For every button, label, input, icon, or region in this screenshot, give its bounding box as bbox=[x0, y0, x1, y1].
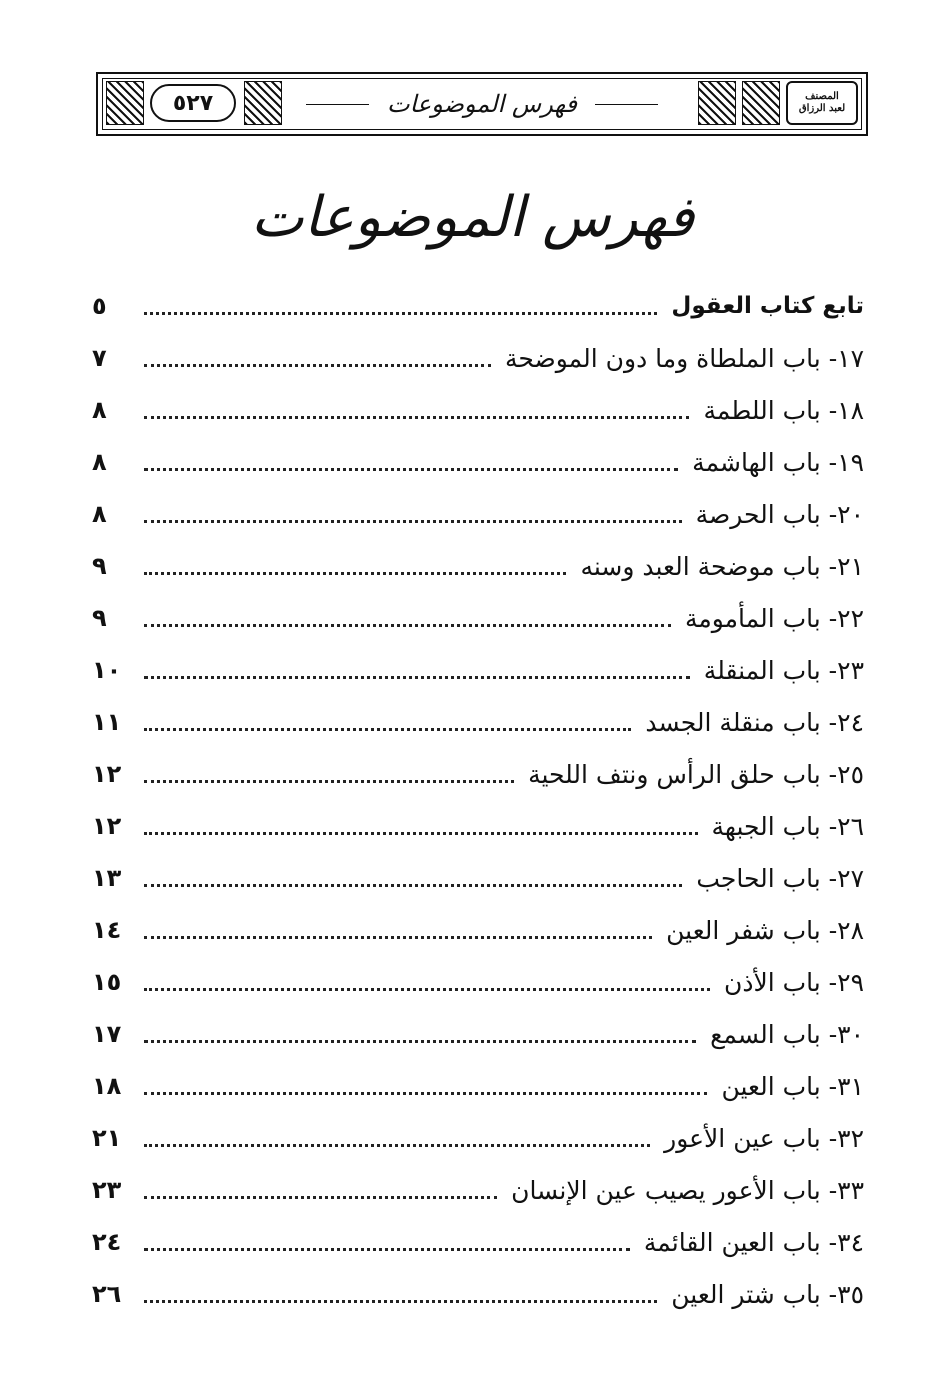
toc-entry bbox=[92, 748, 864, 800]
toc-entry bbox=[92, 436, 864, 488]
ornament-tile-left bbox=[106, 81, 144, 125]
ornament-tile-center-right bbox=[698, 81, 736, 125]
toc-entry-page: ١٤ bbox=[92, 916, 122, 944]
toc-entry bbox=[92, 800, 864, 852]
toc-entry bbox=[92, 696, 864, 748]
dot-leader bbox=[144, 780, 514, 783]
toc-entry-title: ٢٥- باب حلق الرأس ونتف اللحية bbox=[528, 759, 864, 789]
dot-leader bbox=[144, 468, 678, 471]
dot-leader bbox=[144, 1248, 630, 1251]
toc-entry-page: ٢٤ bbox=[92, 1228, 122, 1256]
toc-entry bbox=[92, 1112, 864, 1164]
toc-entry-title: ١٩- باب الهاشمة bbox=[692, 447, 864, 477]
toc-entry-title: ١٧- باب الملطاة وما دون الموضحة bbox=[504, 343, 864, 373]
toc-entry bbox=[92, 1060, 864, 1112]
emblem-line-1: المصنف bbox=[805, 91, 839, 102]
toc-entry-title: تابع كتاب العقول bbox=[671, 293, 864, 319]
toc-entry bbox=[92, 540, 864, 592]
toc-entry-page: ١٢ bbox=[92, 812, 122, 840]
toc-entry-page: ٧ bbox=[92, 344, 107, 372]
dot-leader bbox=[144, 676, 690, 679]
dot-leader bbox=[144, 520, 682, 523]
dot-leader bbox=[144, 1196, 497, 1199]
toc-entry-title: ٢٠- باب الحرصة bbox=[695, 499, 864, 529]
toc-entry-page: ٨ bbox=[92, 500, 107, 528]
page-header bbox=[96, 72, 868, 136]
toc-entry bbox=[92, 488, 864, 540]
toc-entry-page: ١٥ bbox=[92, 968, 122, 996]
dot-leader bbox=[144, 1144, 650, 1147]
toc-entry-title: ٢٣- باب المنقلة bbox=[703, 655, 864, 685]
ornament-tile-right bbox=[742, 81, 780, 125]
dot-leader bbox=[144, 728, 631, 731]
toc-entry-page: ١٠ bbox=[92, 656, 122, 684]
toc-entry bbox=[92, 1216, 864, 1268]
toc-entry-title: ٣٢- باب عين الأعور bbox=[664, 1123, 864, 1153]
toc-entry bbox=[92, 852, 864, 904]
toc-entry-page: ١٧ bbox=[92, 1020, 122, 1048]
toc-entry-page: ٨ bbox=[92, 448, 107, 476]
dot-leader bbox=[144, 364, 491, 367]
toc-entry-page: ٢٣ bbox=[92, 1176, 122, 1204]
toc-entry-title: ٣٤- باب العين القائمة bbox=[643, 1227, 864, 1257]
toc-entry bbox=[92, 592, 864, 644]
toc-entry bbox=[92, 384, 864, 436]
dot-leader bbox=[144, 832, 698, 835]
toc-entry-title: ٣٥- باب شتر العين bbox=[671, 1279, 864, 1309]
toc-entry-page: ٢١ bbox=[92, 1124, 122, 1152]
emblem-line-2: لعبد الرزاق bbox=[798, 103, 846, 114]
toc-entry-title: ١٨- باب اللطمة bbox=[703, 395, 864, 425]
page-number-cartouche bbox=[150, 84, 236, 122]
dot-leader bbox=[144, 572, 566, 575]
dot-leader bbox=[144, 1040, 696, 1043]
page-number: ٥٢٧ bbox=[172, 90, 214, 116]
toc-entry-title: ٢٨- باب شفر العين bbox=[666, 915, 864, 945]
toc-entry bbox=[92, 1268, 864, 1320]
toc-entry-title: ٢٧- باب الحاجب bbox=[696, 863, 864, 893]
dot-leader bbox=[144, 312, 657, 315]
page-title: فهرس الموضوعات bbox=[250, 185, 695, 250]
running-title: فهرس الموضوعات bbox=[387, 90, 577, 118]
toc-entry-title: ٣١- باب العين bbox=[721, 1071, 864, 1101]
dot-leader bbox=[144, 416, 689, 419]
toc-entry bbox=[92, 644, 864, 696]
toc-entry-page: ١٨ bbox=[92, 1072, 122, 1100]
toc-entry-page: ١٣ bbox=[92, 864, 122, 892]
toc-entry-page: ٨ bbox=[92, 396, 107, 424]
toc-entry-title: ٢٤- باب منقلة الجسد bbox=[645, 707, 864, 737]
toc-entry bbox=[92, 280, 864, 332]
book-emblem bbox=[786, 81, 858, 125]
dot-leader bbox=[144, 1300, 657, 1303]
toc-entry-page: ١١ bbox=[92, 708, 122, 736]
toc-entry-title: ٢٢- باب المأمومة bbox=[684, 603, 864, 633]
toc-entry-page: ٩ bbox=[92, 604, 107, 632]
toc-entry bbox=[92, 1008, 864, 1060]
toc-entry bbox=[92, 332, 864, 384]
toc-entry-title: ٢١- باب موضحة العبد وسنه bbox=[580, 551, 864, 581]
dot-leader bbox=[144, 884, 682, 887]
toc-entry-page: ٥ bbox=[92, 292, 107, 320]
toc-entry-title: ٣٣- باب الأعور يصيب عين الإنسان bbox=[511, 1175, 864, 1205]
title-rule-right bbox=[595, 104, 658, 105]
running-title-bar bbox=[288, 82, 676, 126]
toc-entry bbox=[92, 956, 864, 1008]
dot-leader bbox=[144, 1092, 707, 1095]
toc-entry-title: ٣٠- باب السمع bbox=[710, 1019, 864, 1049]
dot-leader bbox=[144, 988, 710, 991]
toc-entry-title: ٢٩- باب الأذن bbox=[723, 967, 864, 997]
toc-entry-title: ٢٦- باب الجبهة bbox=[711, 811, 864, 841]
title-rule-left bbox=[306, 104, 369, 105]
table-of-contents bbox=[92, 280, 864, 1320]
ornament-tile-center-left bbox=[244, 81, 282, 125]
toc-entry-page: ٢٦ bbox=[92, 1280, 122, 1308]
toc-entry bbox=[92, 1164, 864, 1216]
toc-entry bbox=[92, 904, 864, 956]
toc-entry-page: ٩ bbox=[92, 552, 107, 580]
dot-leader bbox=[144, 624, 671, 627]
dot-leader bbox=[144, 936, 652, 939]
toc-entry-page: ١٢ bbox=[92, 760, 122, 788]
